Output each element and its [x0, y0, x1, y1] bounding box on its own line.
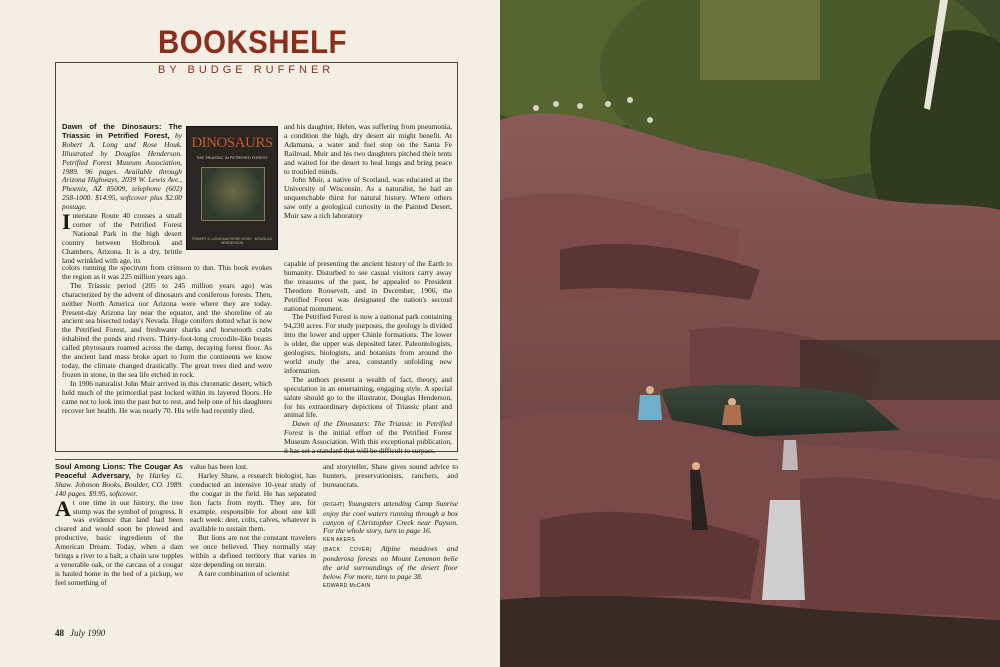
- review-body-right: [284, 260, 452, 456]
- author-byline: BY BUDGE RUFFNER: [158, 64, 335, 76]
- review-paragraph: The authors present a wealth of fact, theory, and speculation in an entertaining, engaging style. A special salute should go to the illustrator, Douglas Henderson, for his extraordinary depictions of Triassic plant and animal life.: [284, 374, 452, 420]
- book-publication-info: by Harley G. Shaw. Johnson Books, Boulder, CO. 1989. 140 pages. $9.95, softcover.: [55, 470, 183, 498]
- review-paragraph: colors running the spectrum from crimson to dun. This book evokes the region as it was 225 million years ago.: [62, 263, 272, 281]
- canyon-photo-illustration: [500, 0, 1000, 667]
- review-column-1: [62, 123, 182, 266]
- review-paragraph: and his daughter, Helen, was suffering from pneumonia, a condition the high, dry desert air might benefit. At Adamana, a water and fuel stop on the Santa Fe Railroad, Muir and his two daughters pitched their tents and waited for the desert to heal lungs and bring peace to troubled minds.: [284, 122, 452, 176]
- page-number: 48: [55, 628, 64, 638]
- page-title: BOOKSHELF: [158, 24, 347, 60]
- review-paragraph: Dawn of the Dinosaurs: The Triassic in Petrified Forest is the initial effort of the Petrified Forest Museum Association. With this exceptional publication, it has set a standard that will be difficult to surpass.: [284, 419, 452, 456]
- page-footer: [55, 628, 105, 638]
- cover-title: DINOSAURS: [191, 135, 273, 151]
- review-paragraph: The Petrified Forest is now a national park containing 94,230 acres. For study purposes, the geology is divided into the lower and upper Chinle formations. The lower is older, the upper was deposited later. Paleontologists, geologists, biologists, and botanists from around the world study the area, constantly unfolding new information.: [284, 312, 452, 375]
- review-paragraph: and storyteller, Shaw gives sound advice to hunters, preservationists, ranchers, and bureaucrats.: [323, 462, 458, 489]
- review-paragraph: value has been lost.: [190, 462, 248, 471]
- cover-author: ROBERT A. LONG AND ROSE HOUK · DOUGLAS HENDERSON: [192, 237, 272, 245]
- book-cover-image: [186, 126, 278, 250]
- issue-date: July 1990: [70, 628, 106, 638]
- review-paragraph: In 1906 naturalist John Muir arrived in this chromatic desert, which held much of the primordial past locked within its layered floors. He came not to look into the past but to rest, and help one of his daughters recover her health. He was nearly 70. His wife had recently died,: [62, 378, 272, 415]
- review-paragraph: A rare combination of scientist: [198, 568, 290, 578]
- second-review-column-2: [190, 463, 316, 579]
- caption-text: Alpine meadows and ponderosa forests on Mount Lemmon belie the arid surroundings of the desert floor below. For more, turn to page 38.: [323, 544, 458, 581]
- book-headline: Soul Among Lions: The Cougar As Peaceful Adversary,: [55, 462, 183, 480]
- review-paragraph: But lions are not the constant travelers we once believed. They normally stay within a defined territory that varies in size depending on terrain.: [190, 533, 316, 569]
- second-review-column-3: [323, 463, 458, 591]
- review-body-left: [62, 264, 272, 415]
- drop-cap: I: [62, 209, 71, 235]
- caption-label: (RIGHT): [323, 501, 345, 508]
- review-paragraph: capable of presenting the ancient history of the Earth to humanity. Disturbed to see casual visitors carry away the treasures of the past, he appealed to President Theodore Roosevelt, and in December, 1906, the Petrified Forest was designated the nation's second national monument.: [284, 259, 452, 313]
- review-paragraph: nterstate Route 40 crosses a small corner of the Petrified Forest National Park in the high desert country between Holbrook and Chambers, Arizona. It is a dry, brittle land wrinkled with age, its: [62, 211, 182, 265]
- review-paragraph: Harley Shaw, a research biologist, has conducted an intensive 10-year study of the cougar in the field. He has separated lion facts from myth. They are, for example, responsible for about one kill each week: deer, colts, calves, whatever is available to sustain them.: [190, 470, 316, 534]
- book-headline: Dawn of the Dinosaurs: The Triassic in Petrified Forest,: [62, 122, 182, 140]
- drop-cap: A: [55, 495, 71, 521]
- cover-illustration: [201, 167, 265, 221]
- review-paragraph: The Triassic period (205 to 245 million years ago) was characterized by the advent of dinosaurs and coniferous forests. Then, neither North America nor Arizona were where they are today. Present-day Arizona lay near the equator, and the shoreline of an ancient sea bisected today's Nevada. Huge conifers dotted what is now the Petrified Forest, and freshwater sharks and horsetooth crabs inhabited the ponds and rivers. Thirty-foot-long crocodile-like beasts called phytosaurs roamed across the damp, decaying forest floor. As the ancient land mass broke apart to form the continents we know today, the climate changed drastically. The great trees died and were frozen in stone, in the sea life etched in rock.: [62, 280, 272, 379]
- photo-captions: [323, 500, 458, 591]
- review-paragraph: John Muir, a native of Scotland, was educated at the University of Wisconsin. As a naturalist, he had an unquenchable thirst for natural history. Where others saw only a geological curiosity in the Painted Desert, Muir saw a rich laboratory: [284, 175, 452, 221]
- caption-text: Youngsters attending Camp Sunrise enjoy the cool waters running through a box canyon of Christopher Creek near Payson. For the whole story, turn to page 16.: [323, 498, 458, 536]
- second-review-column-1: [55, 463, 183, 588]
- review-column-2: [284, 123, 452, 221]
- book-publication-info: by Robert A. Long and Rose Houk. Illustrated by Douglas Henderson. Petrified Forest Museum Association, 1989. 96 pages. Available through Arizona Highways, 2039 W. Lewis Ave., Phoenix, AZ 85009, telephone (602) 258-1000. $14.95, softcover plus $2.00 postage.: [62, 130, 182, 212]
- review-paragraph: t one time in our history, the tree stump was the symbol of progress. It was evidence that land had been cleared and would soon be plowed and productive, basic ingredients of the American Dream. Today, when a dam brings a river to a halt, a chain saw topples a venerable oak, or the carcass of a cougar is hauled home in the bed of a pickup, we feel something of: [55, 497, 183, 587]
- photo-credit: KEN AKERS: [323, 537, 356, 544]
- book-title-reference: Dawn of the Dinosaurs: The Triassic in Petrified Forest: [284, 419, 452, 438]
- photo-credit: EDWARD McCAIN: [323, 582, 371, 589]
- cover-subtitle: THE TRIASSIC IN PETRIFIED FOREST: [196, 155, 268, 160]
- caption-label: (BACK COVER): [323, 547, 372, 554]
- section-divider: [55, 459, 458, 460]
- canyon-photograph: [500, 0, 1000, 667]
